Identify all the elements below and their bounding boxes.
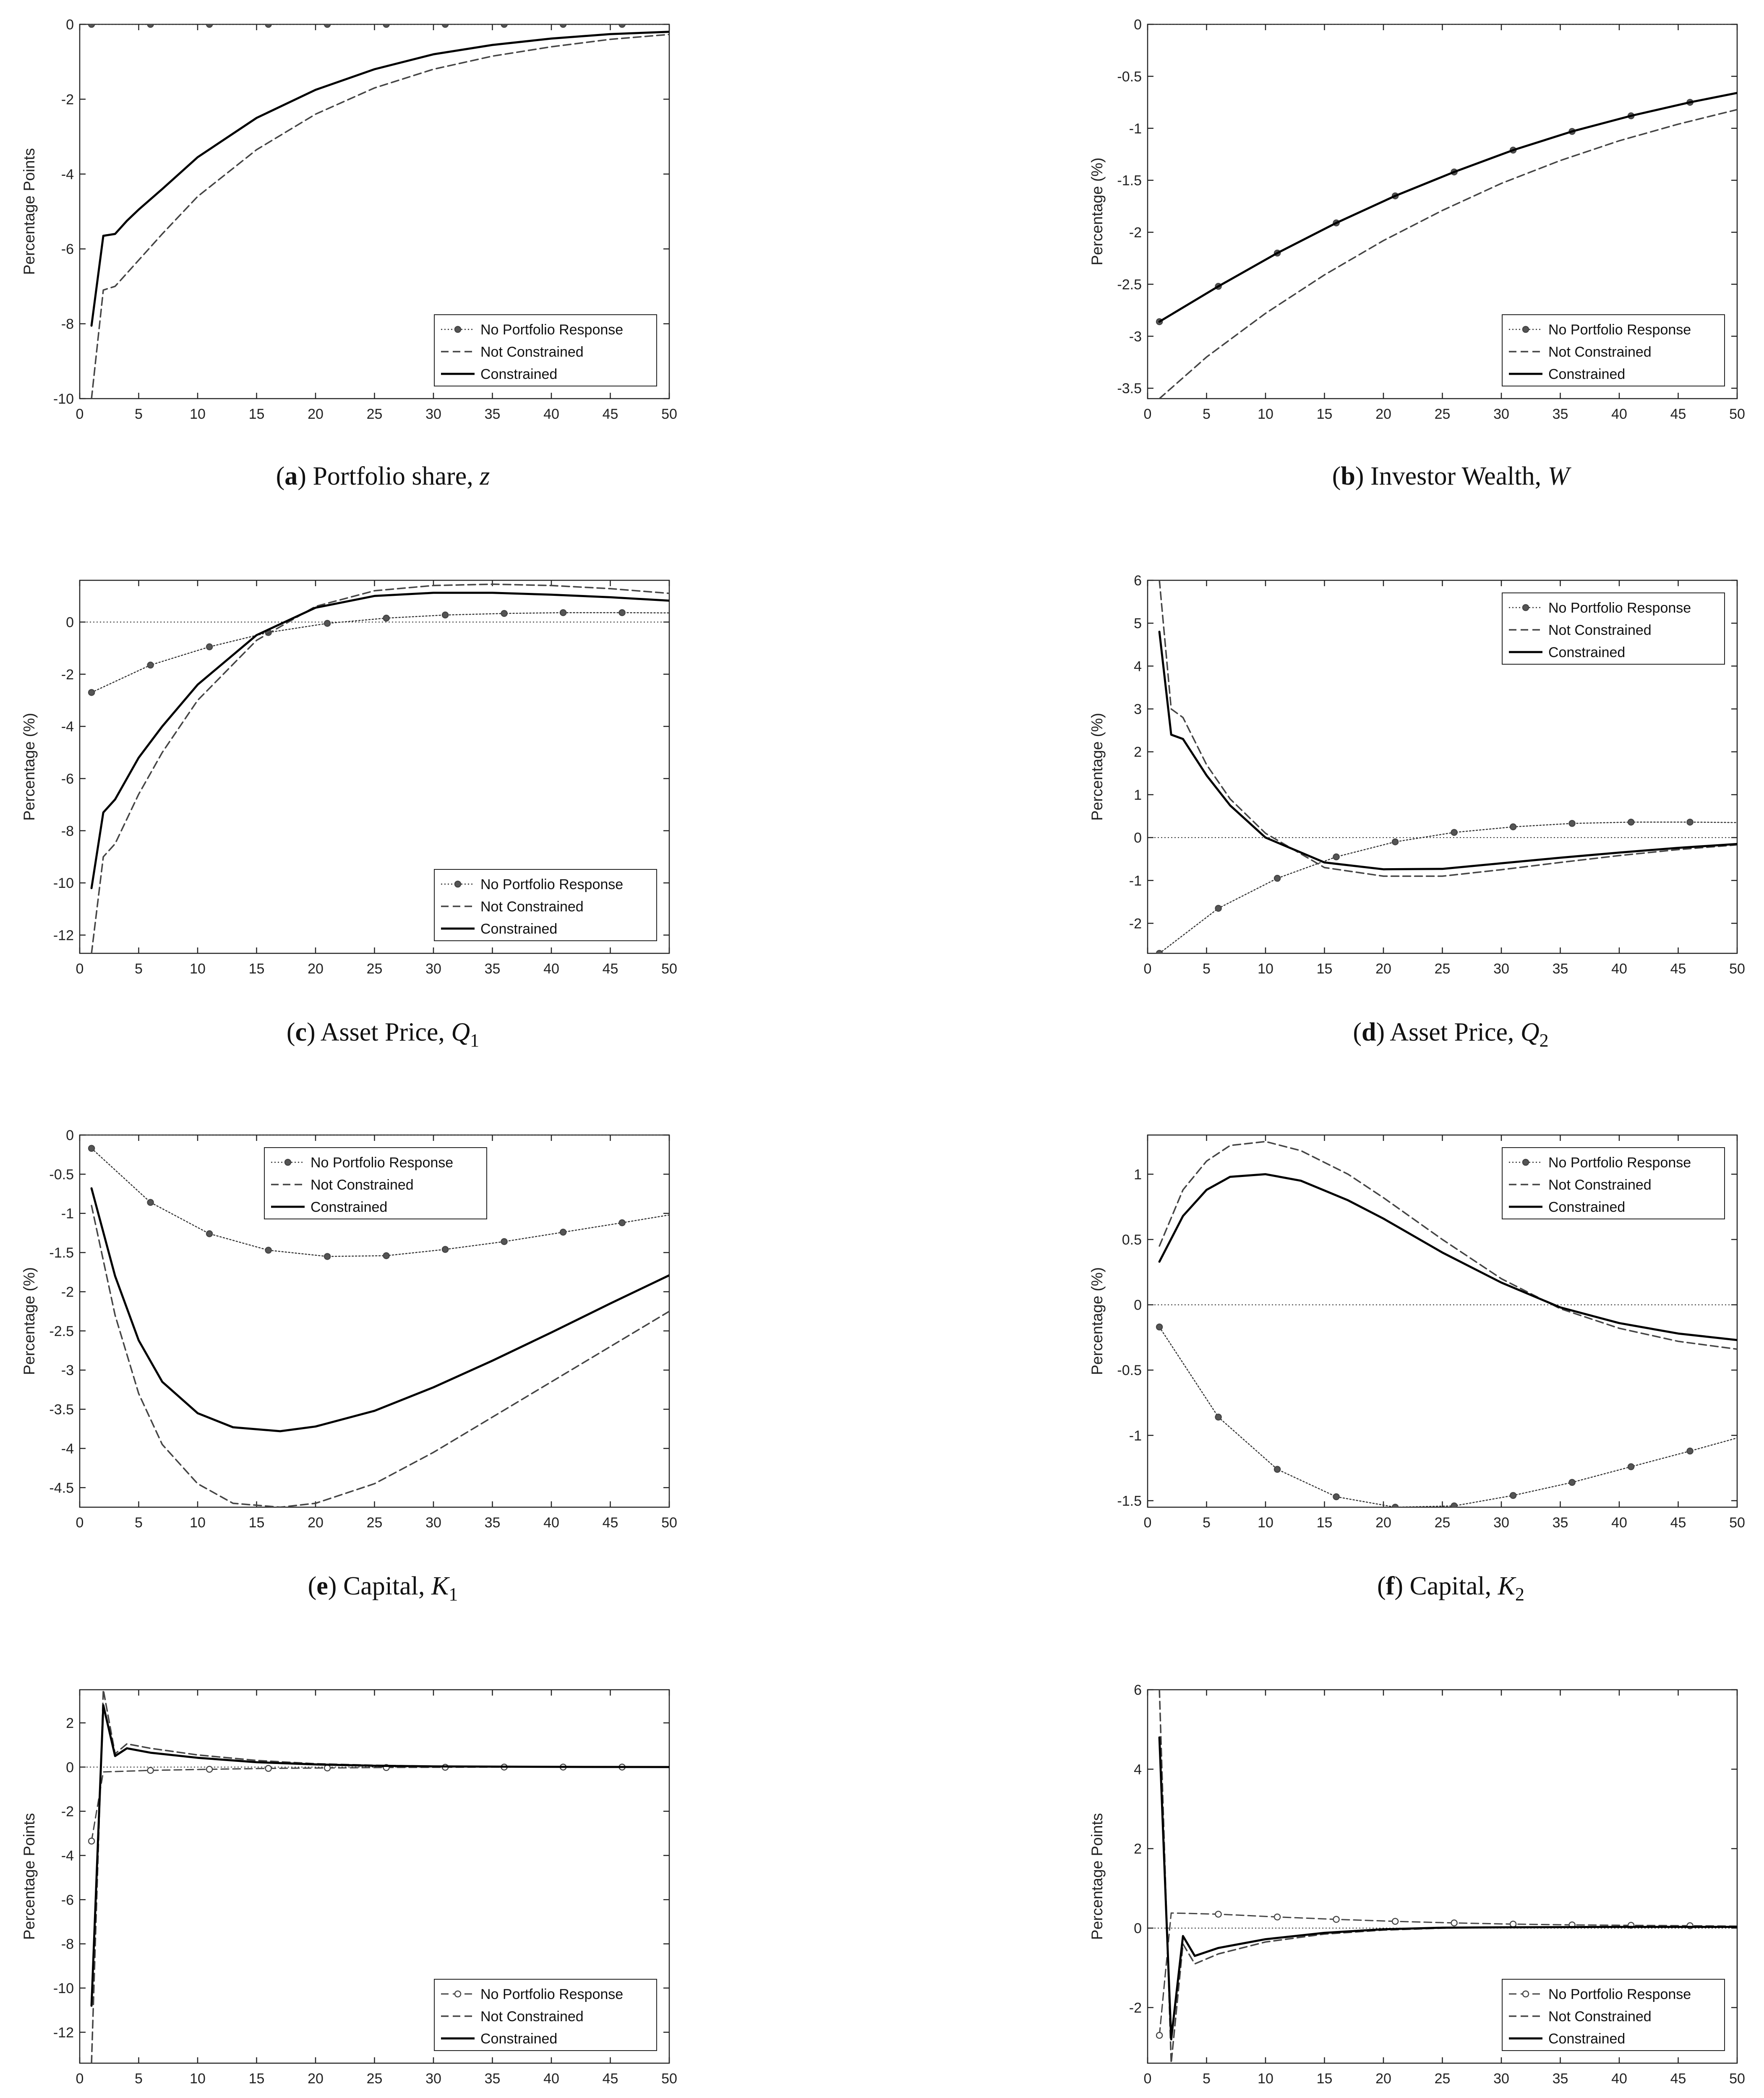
data-point [619, 21, 625, 27]
x-tick-label: 45 [602, 1515, 618, 1531]
caption-letter: f [1386, 1572, 1395, 1600]
data-point [501, 21, 507, 27]
data-point [148, 1200, 154, 1206]
x-tick-label: 15 [1316, 2071, 1333, 2087]
x-tick-label: 0 [1143, 406, 1152, 422]
x-tick-label: 40 [1611, 2071, 1627, 2087]
y-tick-label: -4 [61, 1847, 74, 1864]
x-tick-label: 40 [543, 406, 559, 422]
legend-entry-label: Not Constrained [480, 344, 584, 360]
legend-entry-label: Constrained [1548, 645, 1626, 660]
y-tick-label: -2 [61, 1803, 74, 1820]
data-point [1156, 950, 1162, 956]
legend-entry-label: Not Constrained [480, 2009, 584, 2025]
x-tick-label: 40 [543, 961, 559, 977]
caption-paren: ) Asset Price, [307, 1018, 451, 1046]
y-tick-label: 0 [1134, 1297, 1142, 1313]
x-tick-label: 25 [1434, 1515, 1451, 1531]
y-tick-label: -2 [61, 1284, 74, 1300]
x-tick-label: 45 [1670, 2071, 1686, 2087]
x-tick-label: 35 [484, 406, 501, 422]
data-point [1274, 875, 1280, 881]
panel-caption [287, 1018, 479, 1051]
x-tick-label: 35 [484, 1515, 501, 1531]
y-tick-label: -4 [61, 1440, 74, 1457]
y-tick-label: -3 [1129, 329, 1142, 345]
data-point [1569, 820, 1575, 826]
y-axis-label: Percentage (%) [1088, 1267, 1106, 1375]
y-tick-label: -3.5 [1117, 381, 1142, 397]
data-point [384, 1253, 389, 1259]
data-point [384, 615, 389, 621]
x-tick-label: 0 [76, 406, 84, 422]
data-point [442, 612, 448, 618]
x-tick-label: 50 [661, 406, 677, 422]
caption-variable: Q [451, 1018, 470, 1046]
data-point [89, 21, 94, 27]
y-tick-label: 0 [1134, 1921, 1142, 1937]
legend-entry-label: Not Constrained [311, 1177, 414, 1193]
legend-entry-label: Not Constrained [1548, 1177, 1652, 1193]
y-tick-label: -0.5 [49, 1166, 74, 1183]
panel-caption [1353, 1018, 1548, 1051]
y-tick-label: -2.5 [49, 1323, 74, 1339]
y-axis-label: Percentage Points [21, 1813, 38, 1940]
x-tick-label: 45 [602, 406, 618, 422]
chart-panel-h [1088, 1682, 1745, 2098]
panel-caption [1332, 462, 1572, 491]
chart-panel-f [1088, 1135, 1745, 1605]
data-point [206, 1767, 212, 1772]
caption-variable: Q [1520, 1018, 1540, 1046]
y-tick-label: 4 [1134, 1761, 1142, 1778]
x-tick-label: 20 [308, 1515, 324, 1531]
data-point [324, 1253, 330, 1259]
legend-marker [1523, 1991, 1529, 1997]
x-tick-label: 50 [1729, 406, 1745, 422]
x-tick-label: 50 [661, 2071, 677, 2087]
data-point [384, 21, 389, 27]
y-tick-label: -10 [53, 391, 74, 407]
caption-subscript: 2 [1539, 1030, 1549, 1051]
legend-entry-label: Not Constrained [1548, 2009, 1652, 2025]
x-tick-label: 30 [425, 2071, 441, 2087]
y-tick-label: 0 [66, 17, 74, 33]
legend-marker [1523, 326, 1529, 332]
caption-letter: b [1341, 462, 1355, 491]
x-tick-label: 5 [1203, 2071, 1211, 2087]
x-tick-label: 30 [425, 961, 441, 977]
x-tick-label: 5 [1203, 1515, 1211, 1531]
x-tick-label: 0 [1143, 2071, 1152, 2087]
x-tick-label: 25 [366, 2071, 383, 2087]
data-point [148, 662, 154, 668]
y-tick-label: -8 [61, 316, 74, 332]
x-tick-label: 45 [1670, 406, 1686, 422]
data-point [1569, 1480, 1575, 1485]
x-tick-label: 0 [1143, 961, 1152, 977]
x-tick-label: 10 [190, 406, 206, 422]
x-tick-label: 25 [366, 406, 383, 422]
data-point [206, 21, 212, 27]
y-axis-label: Percentage (%) [21, 712, 38, 821]
caption-paren: ) Asset Price, [1376, 1018, 1521, 1046]
legend-entry-label: No Portfolio Response [480, 877, 624, 892]
x-tick-label: 20 [308, 961, 324, 977]
chart-panel-g [21, 1690, 677, 2098]
x-tick-label: 5 [135, 2071, 143, 2087]
chart-panel-e [21, 1127, 677, 1605]
caption-letter: e [316, 1572, 328, 1600]
y-tick-label: 0 [1134, 830, 1142, 846]
y-tick-label: 6 [1134, 573, 1142, 589]
caption-paren: ( [1353, 1018, 1362, 1046]
x-tick-label: 15 [248, 1515, 265, 1531]
y-axis-label: Percentage Points [1088, 1813, 1106, 1940]
caption-variable: z [480, 462, 490, 491]
x-tick-label: 45 [602, 961, 618, 977]
data-point [501, 1239, 507, 1245]
x-tick-label: 5 [1203, 406, 1211, 422]
caption-variable: K [431, 1572, 449, 1600]
data-point [1216, 1911, 1221, 1917]
x-tick-label: 20 [1375, 961, 1391, 977]
data-point [1274, 1914, 1280, 1920]
data-point [1510, 1493, 1516, 1498]
legend-entry-label: Constrained [480, 366, 558, 382]
x-tick-label: 15 [248, 406, 265, 422]
legend-entry-label: No Portfolio Response [480, 322, 624, 338]
data-point [1451, 1920, 1457, 1926]
chart-panel-a [21, 17, 677, 491]
x-tick-label: 30 [1493, 961, 1509, 977]
data-point [89, 689, 94, 695]
data-point [560, 21, 566, 27]
data-point [148, 21, 154, 27]
y-tick-label: -4 [61, 166, 74, 183]
panel-caption [276, 462, 490, 491]
data-point [1333, 1494, 1339, 1500]
data-point [1392, 839, 1398, 845]
legend-marker [455, 326, 461, 332]
y-tick-label: 0 [66, 614, 74, 631]
legend-entry-label: Constrained [1548, 1199, 1626, 1215]
x-tick-label: 10 [190, 1515, 206, 1531]
y-tick-label: 2 [66, 1715, 74, 1731]
x-tick-label: 40 [1611, 961, 1627, 977]
x-tick-label: 0 [76, 1515, 84, 1531]
data-point [1510, 1921, 1516, 1927]
y-tick-label: -12 [53, 2025, 74, 2041]
x-tick-label: 10 [1258, 406, 1273, 422]
x-tick-label: 30 [425, 406, 441, 422]
y-tick-label: -1 [1129, 1427, 1142, 1444]
legend-entry-label: Constrained [311, 1199, 388, 1215]
legend-entry-label: Not Constrained [480, 899, 584, 915]
y-tick-label: -2 [1129, 916, 1142, 932]
legend [1502, 1148, 1725, 1219]
legend-entry-label: No Portfolio Response [311, 1155, 454, 1171]
caption-subscript: 1 [470, 1030, 480, 1051]
y-tick-label: -2.5 [1117, 277, 1142, 293]
x-tick-label: 5 [1203, 961, 1211, 977]
x-tick-label: 25 [366, 961, 383, 977]
x-tick-label: 15 [1316, 406, 1333, 422]
caption-subscript: 2 [1515, 1584, 1524, 1605]
x-tick-label: 45 [1670, 961, 1686, 977]
data-point [1628, 1464, 1634, 1470]
y-tick-label: 0.5 [1122, 1232, 1142, 1248]
data-point [442, 21, 448, 27]
x-tick-label: 0 [76, 2071, 84, 2087]
data-point [560, 610, 566, 616]
x-tick-label: 35 [1552, 961, 1568, 977]
y-tick-label: -10 [53, 1980, 74, 1996]
x-tick-label: 30 [1493, 2071, 1509, 2087]
caption-letter: d [1362, 1018, 1376, 1046]
x-tick-label: 20 [1375, 2071, 1391, 2087]
x-tick-label: 30 [1493, 406, 1509, 422]
legend-marker [285, 1159, 291, 1165]
legend-entry-label: Constrained [480, 2031, 558, 2047]
caption-paren: ( [276, 462, 285, 491]
y-tick-label: -4 [61, 719, 74, 735]
legend-marker [1523, 1159, 1529, 1165]
y-tick-label: -1.5 [49, 1245, 74, 1261]
data-point [1510, 824, 1516, 830]
y-tick-label: -1 [61, 1206, 74, 1222]
legend-entry-label: Not Constrained [1548, 344, 1652, 360]
chart-panel-d [1088, 573, 1745, 1051]
x-tick-label: 15 [248, 2071, 265, 2087]
x-tick-label: 15 [1316, 1515, 1333, 1531]
x-tick-label: 5 [135, 961, 143, 977]
legend-entry-label: Constrained [1548, 366, 1626, 382]
y-tick-label: 0 [1134, 17, 1142, 33]
x-tick-label: 50 [1729, 2071, 1745, 2087]
data-point [206, 644, 212, 650]
y-tick-label: -2 [61, 91, 74, 108]
legend-entry-label: No Portfolio Response [1548, 1155, 1691, 1171]
data-point [1451, 1503, 1457, 1509]
caption-variable: K [1498, 1572, 1515, 1600]
x-tick-label: 40 [1611, 406, 1627, 422]
x-tick-label: 0 [76, 961, 84, 977]
y-tick-label: -8 [61, 823, 74, 839]
x-tick-label: 35 [484, 961, 501, 977]
y-tick-label: 1 [1134, 1166, 1142, 1183]
caption-paren: ) Portfolio share, [297, 462, 480, 491]
x-tick-label: 25 [366, 1515, 383, 1531]
caption-letter: a [284, 462, 298, 491]
y-tick-label: -1 [1129, 120, 1142, 137]
legend-entry-label: No Portfolio Response [1548, 600, 1691, 616]
y-tick-label: 0 [66, 1759, 74, 1776]
legend-marker [1523, 605, 1529, 611]
x-tick-label: 20 [1375, 406, 1391, 422]
y-tick-label: -3.5 [49, 1401, 74, 1418]
data-point [1216, 905, 1221, 911]
data-point [1156, 2033, 1162, 2038]
legend [434, 869, 657, 941]
data-point [1333, 854, 1339, 860]
x-tick-label: 40 [1611, 1515, 1627, 1531]
x-tick-label: 35 [1552, 1515, 1568, 1531]
caption-paren: ( [286, 1018, 295, 1046]
x-tick-label: 15 [248, 961, 265, 977]
x-tick-label: 50 [661, 1515, 677, 1531]
data-point [324, 621, 330, 626]
data-point [1392, 1504, 1398, 1510]
x-tick-label: 40 [543, 1515, 559, 1531]
y-tick-label: -0.5 [1117, 1362, 1142, 1379]
y-tick-label: -6 [61, 241, 74, 258]
y-axis-label: Percentage Points [21, 148, 38, 275]
caption-paren: ) Capital, [328, 1572, 432, 1600]
x-tick-label: 25 [1434, 406, 1451, 422]
data-point [89, 1838, 94, 1844]
y-tick-label: -2 [1129, 224, 1142, 241]
data-point [266, 1765, 271, 1771]
chart-panel-b [1088, 17, 1745, 491]
y-axis-label: Percentage (%) [1088, 157, 1106, 266]
y-tick-label: -1.5 [1117, 172, 1142, 189]
legend-entry-label: No Portfolio Response [1548, 322, 1691, 338]
x-tick-label: 10 [190, 2071, 206, 2087]
data-point [442, 1247, 448, 1253]
y-tick-label: 0 [66, 1127, 74, 1143]
caption-subscript: 1 [449, 1584, 458, 1605]
y-tick-label: -12 [53, 927, 74, 944]
x-tick-label: 10 [190, 961, 206, 977]
y-axis-label: Percentage (%) [21, 1267, 38, 1375]
panel-caption [308, 1572, 458, 1605]
data-point [324, 21, 330, 27]
y-tick-label: 3 [1134, 701, 1142, 718]
caption-letter: c [295, 1018, 307, 1046]
y-axis-label: Percentage (%) [1088, 712, 1106, 821]
data-point [148, 1767, 154, 1773]
x-tick-label: 50 [1729, 961, 1745, 977]
x-tick-label: 30 [425, 1515, 441, 1531]
x-tick-label: 45 [602, 2071, 618, 2087]
data-point [206, 1231, 212, 1237]
x-tick-label: 35 [1552, 2071, 1568, 2087]
x-tick-label: 50 [661, 961, 677, 977]
x-tick-label: 20 [308, 406, 324, 422]
y-tick-label: -1 [1129, 873, 1142, 889]
x-tick-label: 50 [1729, 1515, 1745, 1531]
y-tick-label: 6 [1134, 1682, 1142, 1698]
y-tick-label: -6 [61, 1892, 74, 1908]
data-point [501, 611, 507, 616]
legend-entry-label: No Portfolio Response [1548, 1986, 1691, 2002]
x-tick-label: 15 [1316, 961, 1333, 977]
data-point [1333, 1916, 1339, 1922]
data-point [1687, 819, 1693, 825]
x-tick-label: 30 [1493, 1515, 1509, 1531]
data-point [1451, 830, 1457, 835]
x-tick-label: 10 [1258, 2071, 1273, 2087]
caption-paren: ) Investor Wealth, [1355, 462, 1548, 491]
legend [1502, 1979, 1725, 2051]
y-tick-label: -6 [61, 771, 74, 787]
caption-paren: ( [1377, 1572, 1386, 1600]
data-point [266, 21, 271, 27]
caption-paren: ) Capital, [1394, 1572, 1498, 1600]
caption-paren: ( [1332, 462, 1341, 491]
data-point [266, 1247, 271, 1253]
data-point [560, 1229, 566, 1235]
data-point [1156, 1324, 1162, 1330]
x-tick-label: 40 [543, 2071, 559, 2087]
data-point [1392, 1918, 1398, 1924]
legend [434, 1979, 657, 2051]
chart-panel-c [21, 580, 677, 1051]
legend [434, 315, 657, 386]
x-tick-label: 25 [1434, 2071, 1451, 2087]
x-tick-label: 5 [135, 1515, 143, 1531]
data-point [619, 1220, 625, 1226]
data-point [1687, 1448, 1693, 1454]
data-point [324, 1765, 330, 1771]
legend-entry-label: No Portfolio Response [480, 1986, 624, 2002]
y-tick-label: -2 [1129, 2000, 1142, 2016]
y-tick-label: -2 [61, 666, 74, 683]
y-tick-label: 2 [1134, 1841, 1142, 1857]
y-tick-label: -4.5 [49, 1480, 74, 1496]
y-tick-label: -0.5 [1117, 68, 1142, 85]
data-point [1274, 1467, 1280, 1472]
x-tick-label: 20 [1375, 1515, 1391, 1531]
caption-paren: ( [308, 1572, 317, 1600]
caption-variable: W [1547, 462, 1570, 491]
legend [264, 1148, 487, 1219]
x-tick-label: 45 [1670, 1515, 1686, 1531]
legend [1502, 593, 1725, 664]
y-tick-label: 5 [1134, 616, 1142, 632]
y-tick-label: -3 [61, 1362, 74, 1379]
y-tick-label: -10 [53, 875, 74, 892]
x-tick-label: 10 [1258, 961, 1273, 977]
y-tick-label: 1 [1134, 787, 1142, 803]
legend-marker [455, 1991, 461, 1997]
x-tick-label: 5 [135, 406, 143, 422]
y-tick-label: -1.5 [1117, 1493, 1142, 1509]
x-tick-label: 10 [1258, 1515, 1273, 1531]
data-point [1216, 1414, 1221, 1420]
y-tick-label: 2 [1134, 744, 1142, 760]
legend-entry-label: Not Constrained [1548, 622, 1652, 638]
legend-marker [455, 881, 461, 887]
x-tick-label: 20 [308, 2071, 324, 2087]
legend-entry-label: Constrained [480, 921, 558, 937]
x-tick-label: 0 [1143, 1515, 1152, 1531]
y-tick-label: -8 [61, 1936, 74, 1952]
data-point [89, 1146, 94, 1151]
y-tick-label: 4 [1134, 658, 1142, 675]
x-tick-label: 35 [484, 2071, 501, 2087]
legend-entry-label: Constrained [1548, 2031, 1626, 2047]
panel-caption [1377, 1572, 1524, 1605]
data-point [619, 610, 625, 616]
legend [1502, 315, 1725, 386]
x-tick-label: 35 [1552, 406, 1568, 422]
data-point [1628, 819, 1634, 825]
x-tick-label: 25 [1434, 961, 1451, 977]
